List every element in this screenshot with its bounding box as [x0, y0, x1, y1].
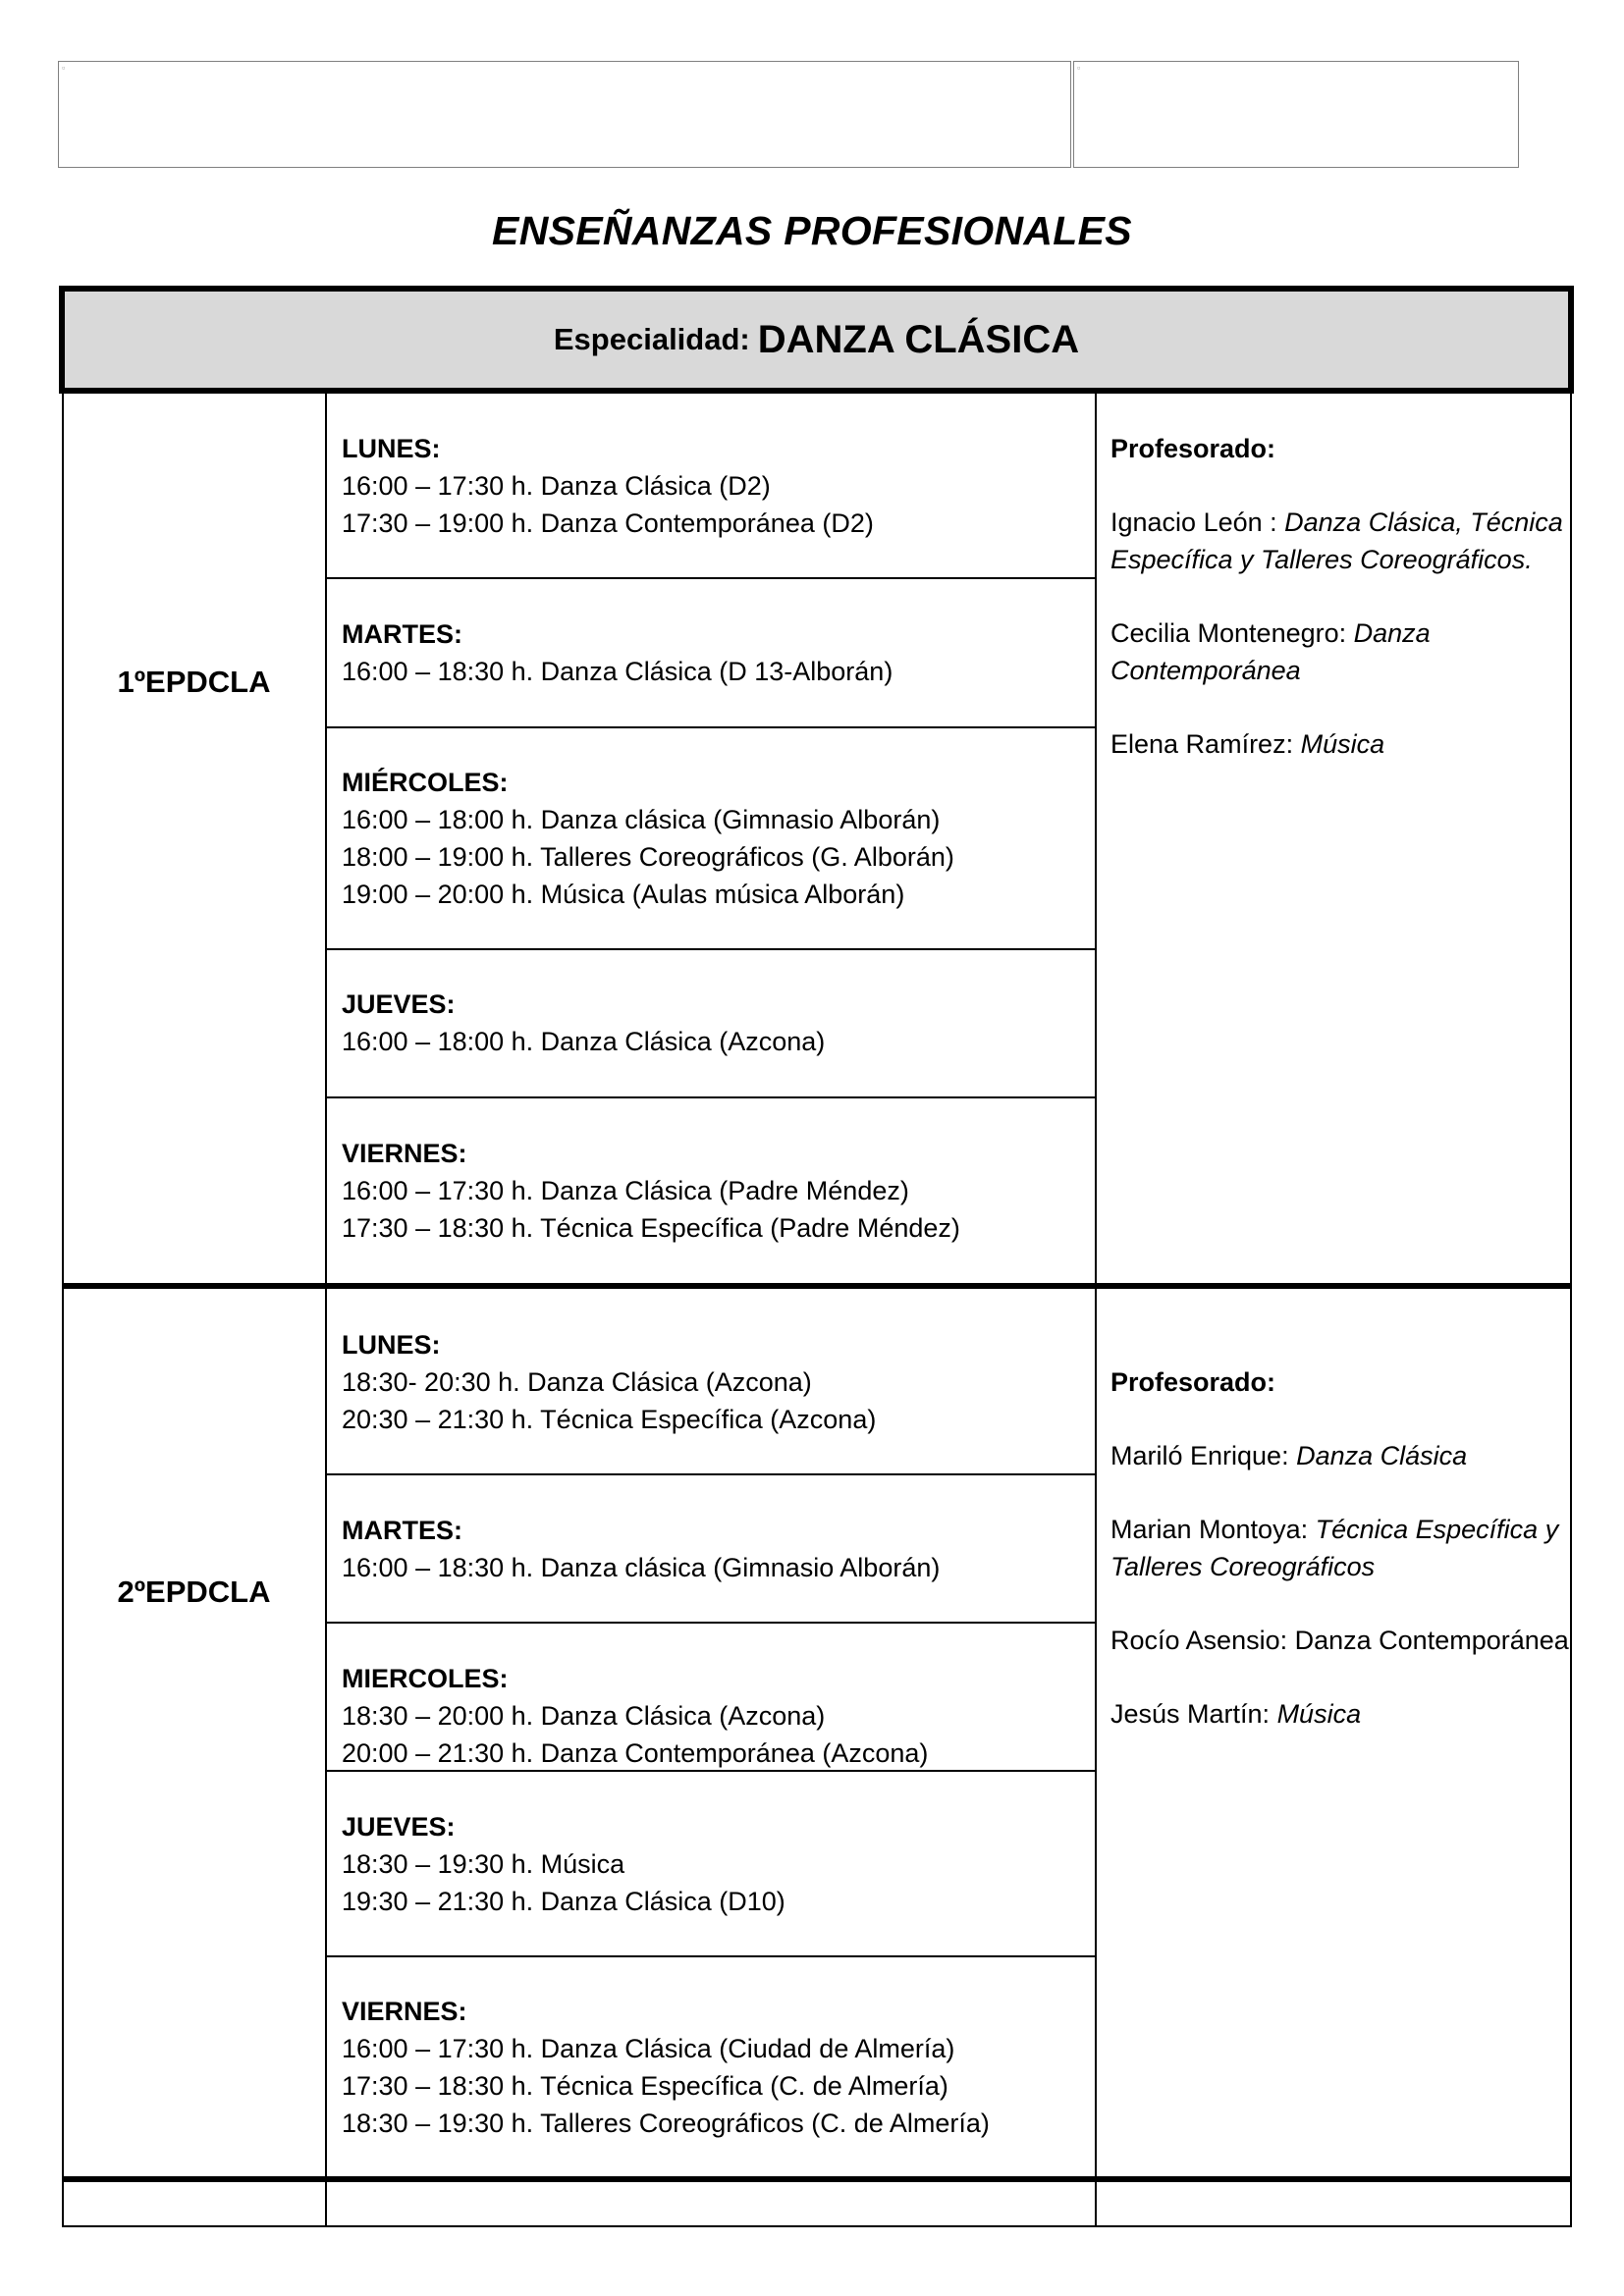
teacher-subject: Danza Contemporánea: [1294, 1626, 1569, 1655]
schedule-line: 16:00 – 18:30 h. Danza clásica (Gimnasio Alborán): [342, 1553, 941, 1582]
day-label: VIERNES:: [342, 1997, 467, 2026]
teacher-entry: [1110, 1511, 1572, 1585]
day-label: LUNES:: [342, 1330, 441, 1360]
broken-image-icon: ▫: [62, 63, 66, 73]
teacher-name: Jesús Martín:: [1110, 1699, 1277, 1729]
day-label: MARTES:: [342, 1516, 462, 1545]
row-divider: [325, 1096, 1097, 1098]
schedule-line: 18:30 – 20:00 h. Danza Clásica (Azcona): [342, 1701, 826, 1731]
teacher-subject: Técnica Específica y Talleres Coreográficos: [1110, 1515, 1559, 1581]
day-label: JUEVES:: [342, 989, 456, 1019]
schedule-line: 18:30- 20:30 h. Danza Clásica (Azcona): [342, 1367, 812, 1397]
teacher-subject: Danza Clásica: [1296, 1441, 1468, 1470]
course-separator: [62, 1283, 1572, 1289]
schedule-line: 18:00 – 19:00 h. Talleres Coreográficos (G. Alborán): [342, 842, 954, 872]
course-name: 1ºEPDCLA: [117, 665, 271, 699]
teacher-subject: Música: [1300, 729, 1385, 759]
course-name: 2ºEPDCLA: [117, 1575, 271, 1609]
teacher-entry: [1110, 614, 1572, 689]
teachers-label: Profesorado:: [1110, 1367, 1276, 1397]
schedule-line: 19:30 – 21:30 h. Danza Clásica (D10): [342, 1887, 785, 1916]
schedule-line: 18:30 – 19:30 h. Talleres Coreográficos (C. de Almería): [342, 2109, 990, 2138]
row-divider: [325, 1473, 1097, 1475]
teacher-entry: [1110, 725, 1572, 763]
schedule-line: 16:00 – 18:00 h. Danza Clásica (Azcona): [342, 1027, 826, 1056]
day-cell-miercoles: [342, 1660, 928, 1772]
schedule-line: 17:30 – 18:30 h. Técnica Específica (C. de Almería): [342, 2071, 948, 2101]
day-cell-miercoles: [342, 764, 954, 913]
teacher-name: Mariló Enrique:: [1110, 1441, 1297, 1470]
schedule-line: 16:00 – 17:30 h. Danza Clásica (Padre Méndez): [342, 1176, 909, 1205]
teachers-block: [1110, 430, 1572, 799]
schedule-line: 16:00 – 18:00 h. Danza clásica (Gimnasio Alborán): [342, 805, 941, 834]
teacher-name: Rocío Asensio:: [1110, 1626, 1295, 1655]
schedule-line: 16:00 – 18:30 h. Danza Clásica (D 13-Alborán): [342, 657, 893, 686]
day-label: LUNES:: [342, 434, 441, 463]
schedule-line: 18:30 – 19:30 h. Música: [342, 1849, 625, 1879]
broken-image-icon: ▫: [1077, 63, 1081, 73]
teacher-name: Ignacio León :: [1110, 507, 1285, 537]
teacher-entry: [1110, 504, 1572, 578]
specialty-value: DANZA CLÁSICA: [757, 317, 1080, 361]
row-divider: [325, 1622, 1097, 1624]
table-divider-schedule: [1095, 394, 1097, 2227]
day-label: MARTES:: [342, 619, 462, 649]
specialty-bar: [59, 286, 1574, 394]
schedule-line: 16:00 – 17:30 h. Danza Clásica (D2): [342, 471, 771, 501]
schedule-line: 19:00 – 20:00 h. Música (Aulas música Alborán): [342, 880, 905, 909]
schedule-line: 16:00 – 17:30 h. Danza Clásica (Ciudad de Almería): [342, 2034, 955, 2063]
teacher-subject: Danza Contemporánea: [1110, 618, 1431, 685]
teacher-subject: Danza Clásica, Técnica Específica y Talleres Coreográficos.: [1110, 507, 1563, 574]
day-cell-lunes: [342, 1326, 876, 1438]
teachers-label: Profesorado:: [1110, 434, 1276, 463]
teacher-entry: [1110, 1437, 1572, 1474]
teachers-block: [1110, 1363, 1572, 1769]
day-label: VIERNES:: [342, 1139, 467, 1168]
schedule-line: 20:00 – 21:30 h. Danza Contemporánea (Azcona): [342, 1738, 929, 1768]
header-logo-box-right: [1073, 61, 1519, 168]
row-divider: [325, 948, 1097, 950]
row-divider: [325, 1955, 1097, 1957]
page-title: ENSEÑANZAS PROFESIONALES: [492, 208, 1132, 253]
row-divider: [325, 577, 1097, 579]
teacher-entry: [1110, 1695, 1572, 1733]
day-cell-martes: [342, 1512, 940, 1586]
schedule-line: 17:30 – 18:30 h. Técnica Específica (Padre Méndez): [342, 1213, 960, 1243]
teacher-subject: Música: [1276, 1699, 1362, 1729]
course-separator: [62, 2176, 1572, 2182]
row-divider: [325, 726, 1097, 728]
day-label: JUEVES:: [342, 1812, 456, 1842]
schedule-line: 20:30 – 21:30 h. Técnica Específica (Azcona): [342, 1405, 877, 1434]
day-cell-jueves: [342, 986, 825, 1060]
teacher-name: Cecilia Montenegro:: [1110, 618, 1354, 648]
teacher-name: Elena Ramírez:: [1110, 729, 1301, 759]
day-label: MIÉRCOLES:: [342, 768, 509, 797]
table-border-bottom: [62, 2225, 1572, 2227]
header-logo-box-left: [58, 61, 1071, 168]
day-cell-martes: [342, 615, 893, 690]
specialty-label: Especialidad:: [553, 322, 750, 356]
day-cell-jueves: [342, 1808, 785, 1920]
day-cell-viernes: [342, 1135, 960, 1247]
teacher-name: Marian Montoya:: [1110, 1515, 1316, 1544]
table-divider-course: [325, 394, 327, 2227]
teacher-entry: [1110, 1622, 1572, 1659]
day-cell-lunes: [342, 430, 874, 542]
day-label: MIERCOLES:: [342, 1664, 509, 1693]
day-cell-viernes: [342, 1993, 990, 2142]
schedule-line: 17:30 – 19:00 h. Danza Contemporánea (D2): [342, 508, 874, 538]
